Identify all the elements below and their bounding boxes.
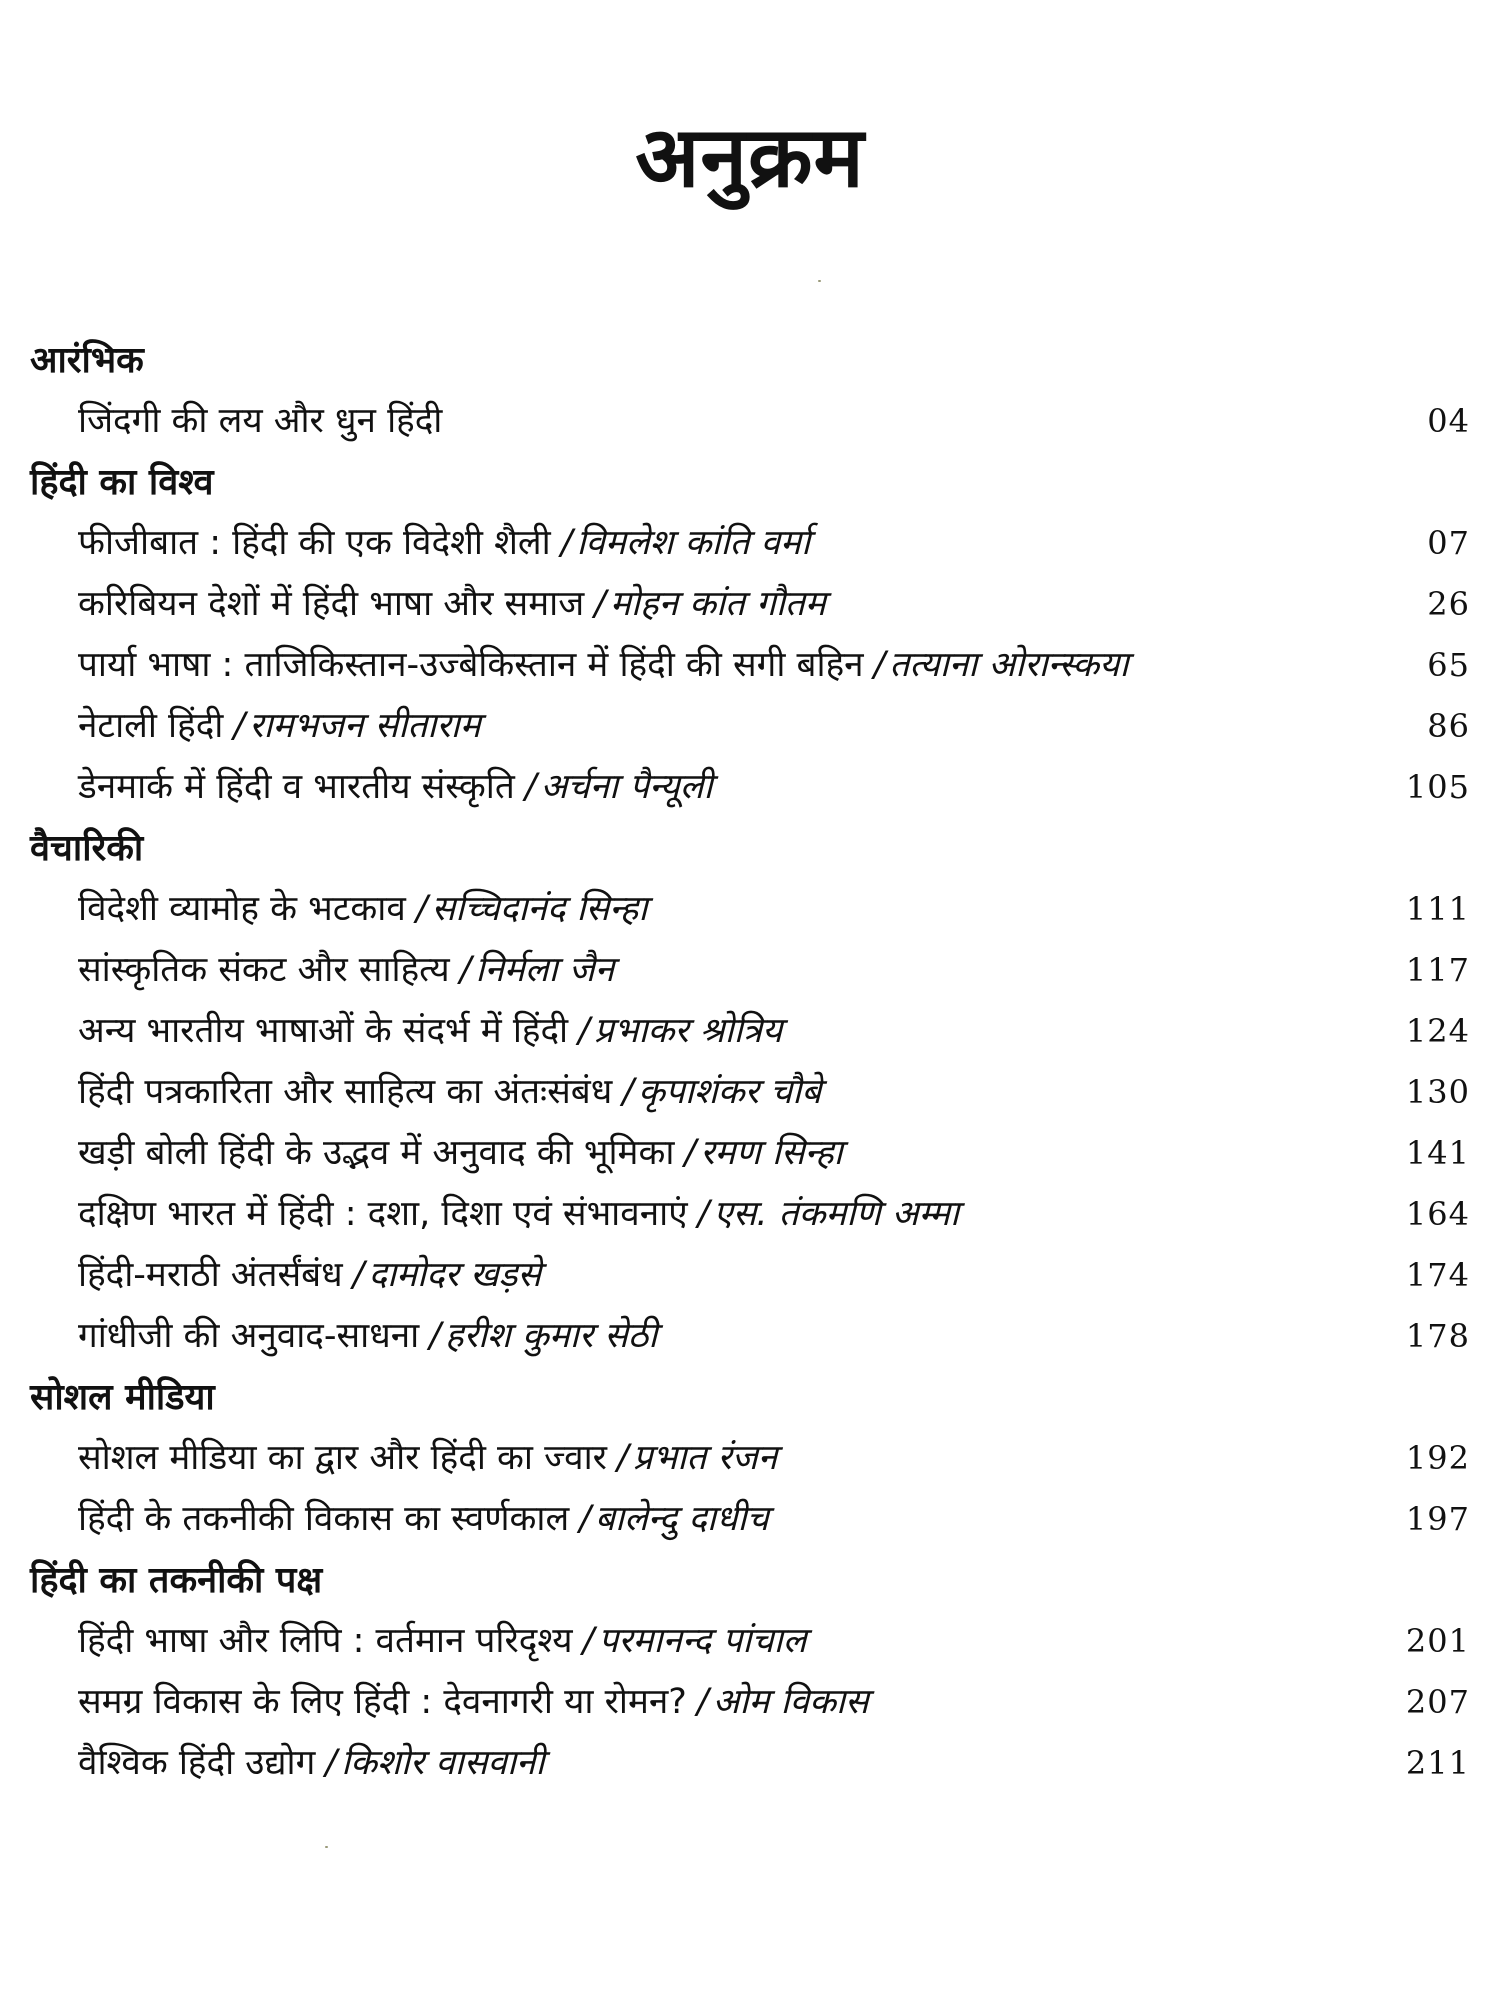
entry-title: हिंदी के तकनीकी विकास का स्वर्णकाल	[78, 1499, 570, 1539]
entry-author: दामोदर खड़से	[368, 1255, 542, 1295]
toc-section	[30, 1550, 1470, 1794]
toc-entry[interactable]	[30, 879, 1470, 940]
toc-entry[interactable]	[30, 1611, 1470, 1672]
page-number: 201	[1405, 1622, 1470, 1660]
page-number: 65	[1427, 646, 1470, 684]
entry-author: कृपाशंकर चौबे	[638, 1072, 822, 1112]
author-separator: /	[616, 1438, 629, 1478]
toc-entry[interactable]	[30, 696, 1470, 757]
entry-author: परमानन्द पांचाल	[598, 1621, 807, 1661]
author-separator: /	[697, 1194, 710, 1234]
toc-section	[30, 818, 1470, 1367]
entry-title: जिंदगी की लय और धुन हिंदी	[78, 401, 443, 441]
toc-section	[30, 452, 1470, 818]
entry-title: हिंदी पत्रकारिता और साहित्य का अंतःसंबंध	[78, 1072, 613, 1112]
toc-entry[interactable]	[30, 1672, 1470, 1733]
page-number: 141	[1405, 1134, 1470, 1172]
entry-author: हरीश कुमार सेठी	[445, 1316, 658, 1356]
author-separator: /	[579, 1499, 592, 1539]
toc-entry[interactable]	[30, 391, 1470, 452]
toc-entry[interactable]	[30, 1733, 1470, 1794]
page-number: 04	[1427, 402, 1470, 440]
toc-section	[30, 330, 1470, 452]
entry-author: निर्मला जैन	[475, 950, 615, 990]
page-number: 174	[1405, 1256, 1470, 1294]
toc-entry[interactable]	[30, 1489, 1470, 1550]
section-heading: सोशल मीडिया	[30, 1377, 215, 1418]
toc-entry[interactable]	[30, 1306, 1470, 1367]
toc-section	[30, 1367, 1470, 1550]
paper-speck	[325, 1846, 328, 1848]
author-separator: /	[415, 889, 428, 929]
entry-title: हिंदी भाषा और लिपि : वर्तमान परिदृश्य	[78, 1621, 573, 1661]
author-separator: /	[684, 1133, 697, 1173]
entry-author: विमलेश कांति वर्मा	[576, 523, 811, 563]
page-number: 197	[1405, 1500, 1470, 1538]
entry-title: पार्या भाषा : ताजिकिस्तान-उज्बेकिस्तान में हिंदी की सगी बहिन	[78, 645, 864, 685]
entry-title: हिंदी-मराठी अंतर्संबंध	[78, 1255, 343, 1295]
toc-entry[interactable]	[30, 1184, 1470, 1245]
entry-title: फीजीबात : हिंदी की एक विदेशी शैली	[78, 523, 551, 563]
author-separator: /	[352, 1255, 365, 1295]
entry-author: अर्चना पैन्यूली	[540, 767, 713, 807]
author-separator: /	[578, 1011, 590, 1051]
entry-author: मोहन कांत गौतम	[609, 584, 826, 624]
entry-author: एस. तंकमणि अम्मा	[713, 1194, 960, 1234]
page-number: 211	[1405, 1744, 1470, 1782]
toc-entry[interactable]	[30, 513, 1470, 574]
author-separator: /	[524, 767, 537, 807]
section-heading: हिंदी का तकनीकी पक्ष	[30, 1560, 323, 1601]
page-number: 164	[1405, 1195, 1470, 1233]
author-separator: /	[594, 584, 606, 624]
author-separator: /	[429, 1316, 442, 1356]
entry-author: प्रभाकर श्रोत्रिय	[593, 1011, 783, 1051]
toc-entry[interactable]	[30, 940, 1470, 1001]
page-number: 111	[1405, 890, 1470, 928]
page-number: 07	[1427, 524, 1470, 562]
entry-title: अन्य भारतीय भाषाओं के संदर्भ में हिंदी	[78, 1011, 569, 1051]
author-separator: /	[459, 950, 472, 990]
entry-title: विदेशी व्यामोह के भटकाव	[78, 889, 406, 929]
entry-title: सोशल मीडिया का द्वार और हिंदी का ज्वार	[78, 1438, 607, 1478]
author-separator: /	[622, 1072, 635, 1112]
entry-title: दक्षिण भारत में हिंदी : दशा, दिशा एवं संभावनाएं	[78, 1194, 688, 1234]
table-of-contents	[30, 330, 1470, 1794]
page-title: अनुक्रम	[635, 108, 865, 206]
paper-speck	[818, 280, 821, 282]
page-number: 192	[1405, 1439, 1470, 1477]
section-heading: आरंभिक	[30, 340, 144, 381]
entry-author: रामभजन सीताराम	[249, 706, 481, 746]
toc-entry[interactable]	[30, 757, 1470, 818]
entry-title: गांधीजी की अनुवाद-साधना	[78, 1316, 420, 1356]
entry-author: रमण सिन्हा	[700, 1133, 843, 1173]
author-separator: /	[582, 1621, 595, 1661]
page-number: 86	[1427, 707, 1470, 745]
entry-author: सच्चिदानंद सिन्हा	[431, 889, 648, 929]
entry-author: किशोर वासवानी	[341, 1743, 545, 1783]
page-number: 124	[1405, 1012, 1470, 1050]
entry-author: तत्याना ओरान्स्कया	[889, 645, 1129, 685]
entry-title: करिबियन देशों में हिंदी भाषा और समाज	[78, 584, 585, 624]
entry-title: सांस्कृतिक संकट और साहित्य	[78, 950, 450, 990]
entry-title: समग्र विकास के लिए हिंदी : देवनागरी या रोमन?	[78, 1682, 687, 1722]
toc-entry[interactable]	[30, 1001, 1470, 1062]
toc-entry[interactable]	[30, 1123, 1470, 1184]
page-number: 26	[1427, 585, 1470, 623]
entry-title: वैश्विक हिंदी उद्योग	[78, 1743, 316, 1783]
toc-entry[interactable]	[30, 1245, 1470, 1306]
toc-entry[interactable]	[30, 635, 1470, 696]
author-separator: /	[873, 645, 886, 685]
page-number: 117	[1405, 951, 1470, 989]
entry-author: बालेन्दु दाधीच	[595, 1499, 769, 1539]
toc-entry[interactable]	[30, 1428, 1470, 1489]
author-separator: /	[325, 1743, 338, 1783]
page-number: 178	[1405, 1317, 1470, 1355]
page-number: 130	[1405, 1073, 1470, 1111]
entry-title: नेटाली हिंदी	[78, 706, 224, 746]
page-number: 207	[1405, 1683, 1470, 1721]
author-separator: /	[560, 523, 573, 563]
section-heading: हिंदी का विश्व	[30, 462, 214, 503]
entry-author: प्रभात रंजन	[632, 1438, 778, 1478]
toc-entry[interactable]	[30, 574, 1470, 635]
author-separator: /	[233, 706, 246, 746]
entry-title: खड़ी बोली हिंदी के उद्भव में अनुवाद की भूमिका	[78, 1133, 675, 1173]
author-separator: /	[696, 1682, 709, 1722]
section-heading: वैचारिकी	[30, 828, 144, 869]
entry-title: डेनमार्क में हिंदी व भारतीय संस्कृति	[78, 767, 515, 807]
entry-author: ओम विकास	[712, 1682, 869, 1722]
page-number: 105	[1405, 768, 1470, 806]
toc-entry[interactable]	[30, 1062, 1470, 1123]
